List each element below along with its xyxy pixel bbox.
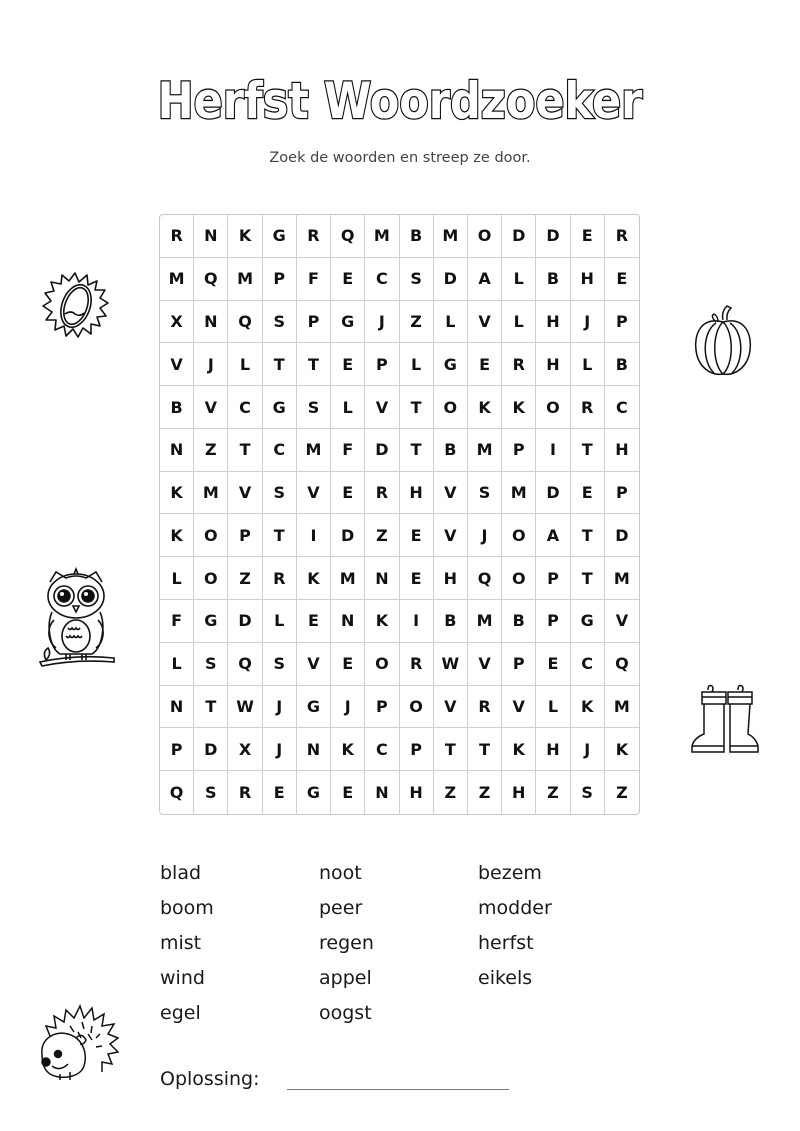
word-item: oogst	[319, 1002, 372, 1024]
grid-cell[interactable]: L	[331, 386, 365, 429]
grid-cell[interactable]: Z	[616, 783, 628, 803]
grid-cell[interactable]: N	[160, 686, 194, 729]
grid-cell[interactable]: Z	[365, 514, 399, 557]
grid-cell[interactable]: S	[400, 258, 434, 301]
grid-cell[interactable]: Q	[228, 643, 262, 686]
grid-cell[interactable]: Q	[160, 771, 194, 814]
grid-cell[interactable]: T	[571, 557, 605, 600]
grid-cell[interactable]: D	[434, 258, 468, 301]
grid-cell[interactable]: V	[228, 472, 262, 515]
grid-cell[interactable]: L	[160, 557, 194, 600]
grid-cell[interactable]: J	[468, 514, 502, 557]
word-item: mist	[160, 932, 202, 954]
grid-cell[interactable]: B	[502, 600, 536, 643]
owl-icon	[36, 564, 116, 668]
grid-cell[interactable]: O	[536, 386, 570, 429]
grid-cell[interactable]: T	[297, 343, 331, 386]
grid-cell[interactable]: V	[502, 686, 536, 729]
word-item: eikels	[478, 967, 533, 989]
grid-cell[interactable]: H	[571, 258, 605, 301]
grid-cell[interactable]: P	[536, 557, 570, 600]
grid-cell[interactable]: B	[160, 386, 194, 429]
grid-cell[interactable]: P	[263, 258, 297, 301]
grid-cell[interactable]: F	[160, 600, 194, 643]
grid-cell[interactable]: P	[605, 472, 639, 515]
grid-cell[interactable]: M	[194, 472, 228, 515]
word-item: noot	[319, 862, 362, 884]
grid-cell[interactable]: M	[468, 429, 502, 472]
grid-cell[interactable]: V	[434, 472, 468, 515]
grid-cell[interactable]: J	[365, 301, 399, 344]
grid-cell[interactable]: J	[331, 686, 365, 729]
grid-cell[interactable]: P	[160, 728, 194, 771]
grid-cell[interactable]: M	[502, 472, 536, 515]
grid-cell[interactable]: P	[297, 301, 331, 344]
grid-cell[interactable]: E	[263, 771, 297, 814]
rain-boots-icon	[690, 682, 760, 758]
grid-cell[interactable]: P	[365, 686, 399, 729]
grid-cell[interactable]: N	[365, 771, 399, 814]
grid-cell[interactable]: V	[434, 686, 468, 729]
grid-cell[interactable]: G	[297, 686, 331, 729]
grid-cell[interactable]: V	[297, 472, 331, 515]
grid-cell[interactable]: P	[400, 728, 434, 771]
grid-cell[interactable]: N	[160, 429, 194, 472]
grid-cell[interactable]: E	[400, 514, 434, 557]
grid-cell[interactable]: L	[502, 301, 536, 344]
grid-cell[interactable]: T	[571, 514, 605, 557]
grid-cell[interactable]: Z	[468, 771, 502, 814]
word-item: regen	[319, 932, 374, 954]
grid-cell[interactable]: K	[365, 600, 399, 643]
grid-cell[interactable]: V	[468, 643, 502, 686]
grid-cell[interactable]: E	[400, 557, 434, 600]
grid-cell[interactable]: Z	[194, 429, 228, 472]
grid-cell[interactable]: B	[605, 343, 639, 386]
grid-cell[interactable]: Z	[434, 771, 468, 814]
grid-cell[interactable]: E	[468, 343, 502, 386]
grid-cell[interactable]: I	[536, 429, 570, 472]
grid-cell[interactable]: T	[228, 429, 262, 472]
grid-cell[interactable]: F	[297, 258, 331, 301]
grid-cell[interactable]: O	[502, 514, 536, 557]
grid-cell[interactable]: D	[502, 215, 536, 258]
grid-cell[interactable]: H	[536, 343, 570, 386]
grid-cell[interactable]: E	[331, 343, 365, 386]
grid-cell[interactable]: T	[434, 728, 468, 771]
grid-cell[interactable]: C	[605, 386, 639, 429]
grid-cell[interactable]: V	[194, 386, 228, 429]
grid-cell[interactable]: O	[194, 557, 228, 600]
word-item: herfst	[478, 932, 534, 954]
grid-cell[interactable]: M	[605, 557, 639, 600]
grid-cell[interactable]: K	[468, 386, 502, 429]
grid-cell[interactable]: K	[502, 386, 536, 429]
hedgehog-icon	[30, 1000, 122, 1082]
grid-cell[interactable]: H	[400, 771, 434, 814]
grid-cell[interactable]: J	[263, 728, 297, 771]
grid-cell[interactable]: P	[502, 643, 536, 686]
grid-cell[interactable]: P	[502, 429, 536, 472]
grid-cell[interactable]: M	[228, 258, 262, 301]
grid-cell[interactable]: L	[263, 600, 297, 643]
grid-cell[interactable]: P	[605, 301, 639, 344]
grid-cell[interactable]: Z	[228, 557, 262, 600]
grid-cell[interactable]: J	[263, 686, 297, 729]
grid-cell[interactable]: E	[571, 215, 605, 258]
grid-cell[interactable]: E	[331, 643, 365, 686]
grid-cell[interactable]: V	[605, 600, 639, 643]
grid-cell[interactable]: S	[263, 301, 297, 344]
word-item: bezem	[478, 862, 542, 884]
grid-cell[interactable]: M	[434, 215, 468, 258]
word-item: boom	[160, 897, 214, 919]
grid-cell[interactable]: K	[160, 472, 194, 515]
word-item-empty	[478, 998, 638, 1033]
grid-cell[interactable]: T	[194, 686, 228, 729]
instructions: Zoek de woorden en streep ze door.	[269, 150, 531, 166]
grid-cell[interactable]: R	[571, 386, 605, 429]
grid-cell[interactable]: C	[263, 429, 297, 472]
grid-cell[interactable]: H	[536, 728, 570, 771]
grid-cell[interactable]: G	[571, 600, 605, 643]
grid-cell[interactable]: G	[194, 600, 228, 643]
grid-cell[interactable]: H	[434, 557, 468, 600]
grid-cell[interactable]: O	[400, 686, 434, 729]
grid-cell[interactable]: C	[365, 258, 399, 301]
grid-cell[interactable]: R	[400, 643, 434, 686]
grid-cell[interactable]: K	[502, 728, 536, 771]
grid-cell[interactable]: D	[605, 514, 639, 557]
grid-cell[interactable]: Q	[331, 215, 365, 258]
grid-cell[interactable]: L	[160, 643, 194, 686]
grid-cell[interactable]: L	[571, 343, 605, 386]
grid-cell[interactable]: K	[605, 728, 639, 771]
solution-answer-line[interactable]	[287, 1089, 509, 1090]
grid-cell[interactable]: S	[263, 643, 297, 686]
grid-cell[interactable]: G	[263, 386, 297, 429]
word-item: peer	[319, 897, 363, 919]
grid-cell[interactable]: C	[365, 728, 399, 771]
grid-cell[interactable]: O	[365, 643, 399, 686]
word-list	[160, 858, 640, 1033]
grid-cell[interactable]: E	[297, 600, 331, 643]
grid-cell[interactable]: I	[297, 514, 331, 557]
grid-cell[interactable]: V	[365, 386, 399, 429]
grid-cell[interactable]: K	[331, 728, 365, 771]
grid-cell[interactable]: L	[228, 343, 262, 386]
grid-cell[interactable]: V	[468, 301, 502, 344]
pumpkin-icon	[690, 302, 756, 378]
grid-cell[interactable]: C	[571, 643, 605, 686]
grid-cell[interactable]: V	[160, 343, 194, 386]
grid-cell[interactable]: M	[468, 600, 502, 643]
grid-cell[interactable]: M	[297, 429, 331, 472]
grid-cell[interactable]: M	[605, 686, 639, 729]
grid-cell[interactable]: D	[536, 215, 570, 258]
word-item: wind	[160, 967, 205, 989]
grid-cell[interactable]: D	[365, 429, 399, 472]
grid-cell[interactable]: B	[434, 429, 468, 472]
grid-cell[interactable]: S	[194, 771, 228, 814]
grid-cell[interactable]: K	[228, 215, 262, 258]
grid-cell[interactable]: M	[331, 557, 365, 600]
grid-cell[interactable]: D	[331, 514, 365, 557]
grid-cell[interactable]: P	[228, 514, 262, 557]
grid-cell[interactable]: G	[263, 215, 297, 258]
word-item: modder	[478, 897, 552, 919]
grid-cell[interactable]: E	[536, 643, 570, 686]
grid-cell[interactable]: X	[160, 301, 194, 344]
grid-cell[interactable]: R	[365, 472, 399, 515]
page-title: Herfst Woordzoeker	[157, 72, 643, 130]
grid-cell[interactable]: J	[194, 343, 228, 386]
grid-cell[interactable]: S	[468, 472, 502, 515]
grid-cell[interactable]: N	[194, 301, 228, 344]
grid-cell[interactable]: K	[297, 557, 331, 600]
word-item: blad	[160, 862, 202, 884]
grid-cell[interactable]: O	[194, 514, 228, 557]
grid-cell[interactable]: S	[297, 386, 331, 429]
grid-cell[interactable]: Q	[194, 258, 228, 301]
grid-cell[interactable]: D	[194, 728, 228, 771]
grid-cell[interactable]: X	[228, 728, 262, 771]
grid-cell[interactable]: E	[331, 472, 365, 515]
grid-cell[interactable]: G	[331, 301, 365, 344]
word-search-grid	[159, 214, 640, 815]
grid-cell[interactable]: N	[331, 600, 365, 643]
grid-cell[interactable]: O	[468, 215, 502, 258]
grid-cell[interactable]: V	[434, 514, 468, 557]
grid-cell[interactable]: R	[605, 215, 639, 258]
grid-cell[interactable]: A	[468, 258, 502, 301]
grid-cell[interactable]: T	[468, 728, 502, 771]
grid-cell[interactable]: Z	[400, 301, 434, 344]
grid-cell[interactable]: A	[536, 514, 570, 557]
grid-cell[interactable]: Z	[536, 771, 570, 814]
grid-cell[interactable]: E	[331, 258, 365, 301]
grid-cell[interactable]: R	[228, 771, 262, 814]
grid-cell[interactable]: R	[297, 215, 331, 258]
grid-cell[interactable]: J	[571, 728, 605, 771]
grid-cell[interactable]: M	[365, 215, 399, 258]
solution-label: Oplossing:	[160, 1068, 260, 1090]
grid-cell[interactable]: G	[297, 771, 331, 814]
grid-cell[interactable]: O	[434, 386, 468, 429]
grid-cell[interactable]: H	[400, 472, 434, 515]
grid-cell[interactable]: B	[434, 600, 468, 643]
grid-cell[interactable]: R	[502, 343, 536, 386]
grid-cell[interactable]: E	[331, 771, 365, 814]
grid-cell[interactable]: L	[434, 301, 468, 344]
grid-cell[interactable]: T	[400, 429, 434, 472]
chestnut-icon	[38, 268, 112, 342]
grid-cell[interactable]: N	[194, 215, 228, 258]
word-item: egel	[160, 1002, 201, 1024]
grid-cell[interactable]: K	[160, 514, 194, 557]
grid-cell[interactable]: F	[331, 429, 365, 472]
grid-cell[interactable]: M	[160, 258, 194, 301]
grid-cell[interactable]: I	[400, 600, 434, 643]
grid-cell[interactable]: T	[400, 386, 434, 429]
grid-cell[interactable]: Q	[228, 301, 262, 344]
grid-cell[interactable]: E	[571, 472, 605, 515]
grid-cell[interactable]: J	[571, 301, 605, 344]
grid-cell[interactable]: Q	[605, 643, 639, 686]
letter-grid	[160, 215, 639, 814]
grid-cell[interactable]: G	[434, 343, 468, 386]
grid-cell[interactable]: W	[434, 643, 468, 686]
grid-cell[interactable]: K	[571, 686, 605, 729]
grid-cell[interactable]: S	[263, 472, 297, 515]
grid-cell[interactable]: S	[571, 771, 605, 814]
grid-cell[interactable]: P	[365, 343, 399, 386]
grid-cell[interactable]: L	[400, 343, 434, 386]
grid-cell[interactable]: L	[502, 258, 536, 301]
grid-cell[interactable]: H	[502, 771, 536, 814]
grid-cell[interactable]: V	[297, 643, 331, 686]
grid-cell[interactable]: T	[571, 429, 605, 472]
grid-cell[interactable]: E	[605, 258, 639, 301]
grid-cell[interactable]: D	[228, 600, 262, 643]
grid-cell[interactable]: B	[400, 215, 434, 258]
grid-cell[interactable]: T	[263, 514, 297, 557]
grid-cell[interactable]: D	[536, 472, 570, 515]
grid-cell[interactable]: N	[297, 728, 331, 771]
grid-cell[interactable]: B	[536, 258, 570, 301]
grid-cell[interactable]: P	[536, 600, 570, 643]
grid-cell[interactable]: S	[194, 643, 228, 686]
grid-cell[interactable]: O	[502, 557, 536, 600]
grid-cell[interactable]: C	[228, 386, 262, 429]
grid-cell[interactable]: N	[365, 557, 399, 600]
grid-cell[interactable]: Q	[468, 557, 502, 600]
grid-cell[interactable]: H	[605, 429, 639, 472]
grid-cell[interactable]: L	[536, 686, 570, 729]
word-item: appel	[319, 967, 372, 989]
grid-cell[interactable]: R	[468, 686, 502, 729]
grid-cell[interactable]: W	[228, 686, 262, 729]
grid-cell[interactable]: R	[263, 557, 297, 600]
grid-cell[interactable]: T	[263, 343, 297, 386]
grid-cell[interactable]: H	[536, 301, 570, 344]
grid-cell[interactable]: R	[160, 215, 194, 258]
